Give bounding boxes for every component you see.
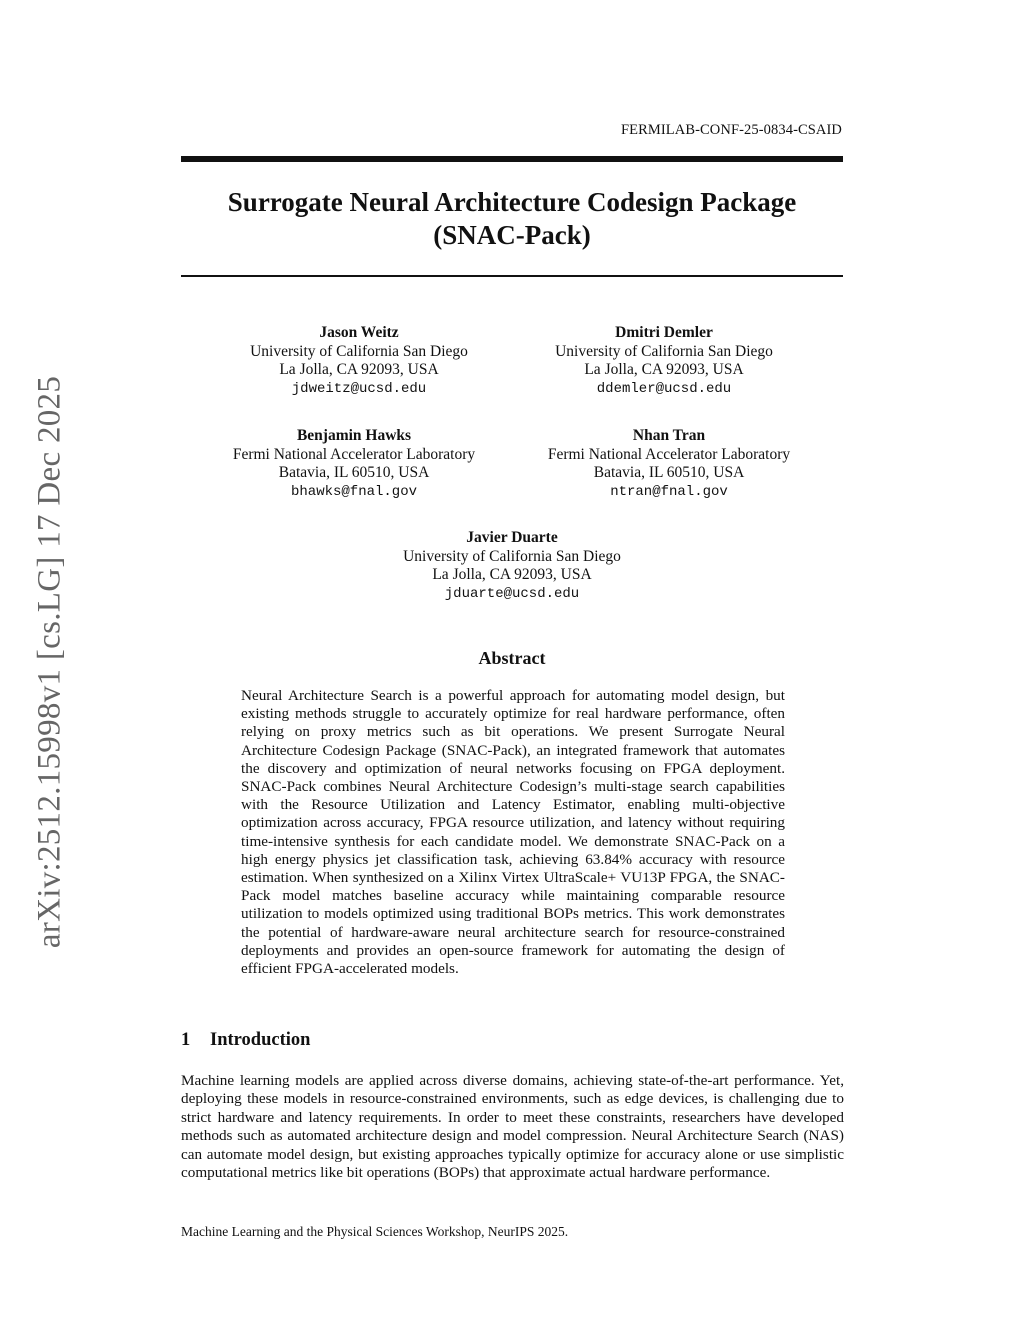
report-number: FERMILAB-CONF-25-0834-CSAID bbox=[620, 122, 842, 138]
author-affiliation: Fermi National Accelerator Laboratory bbox=[547, 445, 791, 463]
author-block bbox=[209, 324, 509, 398]
author-block bbox=[204, 427, 504, 501]
author-affiliation: University of California San Diego bbox=[403, 547, 621, 565]
author-address: La Jolla, CA 92093, USA bbox=[432, 566, 592, 583]
abstract-heading: Abstract bbox=[478, 648, 546, 668]
author-name: Benjamin Hawks bbox=[296, 427, 412, 444]
author-block bbox=[514, 324, 814, 398]
author-block bbox=[362, 529, 662, 603]
author-block bbox=[519, 427, 819, 501]
author-address: Batavia, IL 60510, USA bbox=[278, 464, 430, 481]
arxiv-stamp: arXiv:2512.15998v1 [cs.LG] 17 Dec 2025 bbox=[31, 375, 68, 949]
author-affiliation: University of California San Diego bbox=[250, 342, 468, 360]
introduction-text: Machine learning models are applied across diverse domains, achieving state-of-the-art performance. Yet, deploying these models in resource-constrained environments, such as edge devices, is challenging due to strict hardware and latency requirements. In order to meet these constraints, researchers have developed methods such as automated architecture design and model compression. Neural Architecture Search (NAS) can automate model design, but existing approaches typically optimize for accuracy alone or use simplistic computational metrics like bit operations (BOPs) that approximate actual hardware performance. bbox=[181, 1072, 844, 1182]
author-name: Javier Duarte bbox=[466, 529, 558, 546]
abstract-text: Neural Architecture Search is a powerful approach for automating model design, but existing methods struggle to accurately optimize for real hardware performance, often relying on proxy metrics such as bit operations. We present Surrogate Neural Architecture Codesign Package (SNAC-Pack), an integrated framework that automates the discovery and optimization of neural networks focusing on FPGA deployment. SNAC-Pack combines Neural Architecture Codesign’s multi-stage search capabilities with the Resource Utilization and Latency Estimator, enabling multi-objective optimization across accuracy, FPGA resource utilization, and latency without requiring time-intensive synthesis for each candidate model. We demonstrate SNAC-Pack on a high energy physics jet classification task, achieving 63.84% accuracy with resource estimation. When synthesized on a Xilinx Virtex UltraScale+ VU13P FPGA, the SNAC-Pack model matches baseline accuracy while maintaining comparable resource utilization to models optimized using traditional BOPs metrics. This work demonstrates the potential of hardware-aware neural architecture search for resource-constrained deployments and provides an open-source framework for automating the design of efficient FPGA-accelerated models. bbox=[241, 687, 785, 978]
author-address: Batavia, IL 60510, USA bbox=[593, 464, 745, 481]
author-name: Nhan Tran bbox=[632, 427, 706, 444]
section-heading bbox=[181, 1030, 310, 1051]
section-number: 1 bbox=[181, 1030, 191, 1050]
author-email[interactable]: jduarte@ucsd.edu bbox=[444, 585, 580, 602]
author-email[interactable]: bhawks@fnal.gov bbox=[290, 483, 418, 500]
section-title: Introduction bbox=[210, 1030, 311, 1050]
author-name: Jason Weitz bbox=[319, 324, 399, 341]
author-address: La Jolla, CA 92093, USA bbox=[279, 361, 439, 378]
title-rule-bottom bbox=[181, 275, 843, 277]
author-name: Dmitri Demler bbox=[615, 324, 713, 341]
author-email[interactable]: jdweitz@ucsd.edu bbox=[291, 380, 427, 397]
paper-title bbox=[181, 186, 843, 252]
title-line-2: (SNAC-Pack) bbox=[433, 220, 591, 250]
venue-footnote: Machine Learning and the Physical Sciences Workshop, NeurIPS 2025. bbox=[181, 1224, 569, 1239]
author-affiliation: Fermi National Accelerator Laboratory bbox=[232, 445, 476, 463]
author-affiliation: University of California San Diego bbox=[555, 342, 773, 360]
author-address: La Jolla, CA 92093, USA bbox=[584, 361, 744, 378]
title-rule-top bbox=[181, 156, 843, 162]
author-email[interactable]: ntran@fnal.gov bbox=[610, 483, 728, 500]
title-line-1: Surrogate Neural Architecture Codesign Package bbox=[227, 187, 797, 217]
author-email[interactable]: ddemler@ucsd.edu bbox=[596, 380, 732, 397]
